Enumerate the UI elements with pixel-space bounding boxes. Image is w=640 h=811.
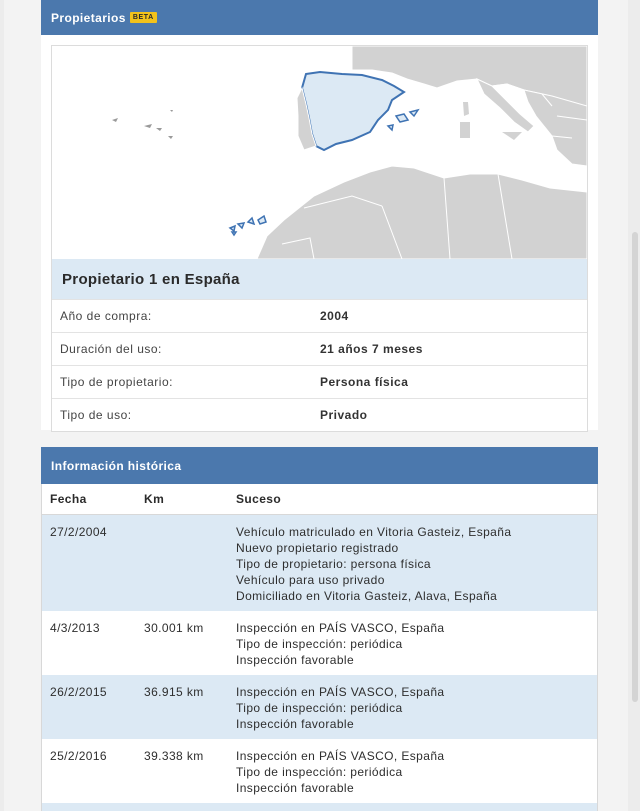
event-line: Vehículo matriculado en Vitoria Gasteiz, España: [236, 524, 512, 539]
event-line: Vehículo para uso privado: [236, 572, 385, 587]
owner-info-row: [52, 365, 587, 398]
event-line: Inspección en PAÍS VASCO, España: [236, 684, 445, 699]
history-header: [41, 447, 598, 484]
owner-title: Propietario 1 en España: [52, 259, 587, 299]
row-km: 30.001 km: [135, 611, 227, 675]
table-row: [41, 514, 598, 611]
column-header-event: Suceso: [227, 484, 598, 514]
table-row: [41, 675, 598, 739]
event-line: Inspección favorable: [236, 716, 355, 731]
purchase-year-label: Año de compra:: [60, 309, 152, 323]
history-table: [41, 484, 598, 811]
event-line: Nuevo propietario registrado: [236, 540, 399, 555]
row-km: [135, 514, 227, 611]
owner-info-row: [52, 299, 587, 332]
event-line: Inspección en PAÍS VASCO, España: [236, 748, 445, 763]
row-events: [227, 739, 598, 803]
table-row: [41, 803, 598, 811]
page-margin-left: [0, 0, 4, 811]
row-events: [227, 514, 598, 611]
event-line: Inspección favorable: [236, 652, 355, 667]
owners-header: [41, 0, 598, 35]
event-line: Domiciliado en Vitoria Gasteiz, Alava, España: [236, 588, 498, 603]
row-date: 26/2/2015: [41, 675, 135, 739]
history-table-header: [41, 484, 598, 514]
row-km: 36.915 km: [135, 675, 227, 739]
event-line: Inspección en PAÍS VASCO, España: [236, 620, 445, 635]
event-line: Tipo de inspección: periódica: [236, 764, 403, 779]
usage-duration-value: 21 años 7 meses: [320, 342, 423, 356]
owner-info-row: [52, 398, 587, 431]
table-row: [41, 739, 598, 803]
owner-type-value: Persona física: [320, 375, 409, 389]
column-header-km: Km: [135, 484, 227, 514]
owner-type-label: Tipo de propietario:: [60, 375, 173, 389]
usage-type-label: Tipo de uso:: [60, 408, 132, 422]
table-row: [41, 611, 598, 675]
row-events: [227, 675, 598, 739]
column-header-date: Fecha: [41, 484, 135, 514]
owners-card: [41, 0, 598, 430]
beta-badge: BETA: [130, 12, 157, 23]
event-line: Tipo de inspección: periódica: [236, 700, 403, 715]
row-events: [227, 611, 598, 675]
usage-duration-label: Duración del uso:: [60, 342, 162, 356]
event-line: Inspección favorable: [236, 780, 355, 795]
owner-info-row: [52, 332, 587, 365]
row-date: 27/2/2004: [41, 514, 135, 611]
table-border-left: [41, 484, 42, 811]
history-title: Información histórica: [51, 458, 182, 473]
purchase-year-value: 2004: [320, 309, 349, 323]
event-line: Tipo de inspección: periódica: [236, 636, 403, 651]
row-km: 39.338 km: [135, 739, 227, 803]
owner-country-map: [52, 46, 587, 259]
history-card: [41, 447, 598, 811]
row-date: 25/2/2016: [41, 739, 135, 803]
row-date: 4/3/2013: [41, 611, 135, 675]
scrollbar-thumb[interactable]: [632, 232, 638, 702]
event-line: Tipo de propietario: persona física: [236, 556, 431, 571]
owner-1-box: [51, 45, 588, 432]
owners-title: Propietarios: [51, 10, 126, 25]
table-border-right: [597, 484, 598, 811]
usage-type-value: Privado: [320, 408, 368, 422]
